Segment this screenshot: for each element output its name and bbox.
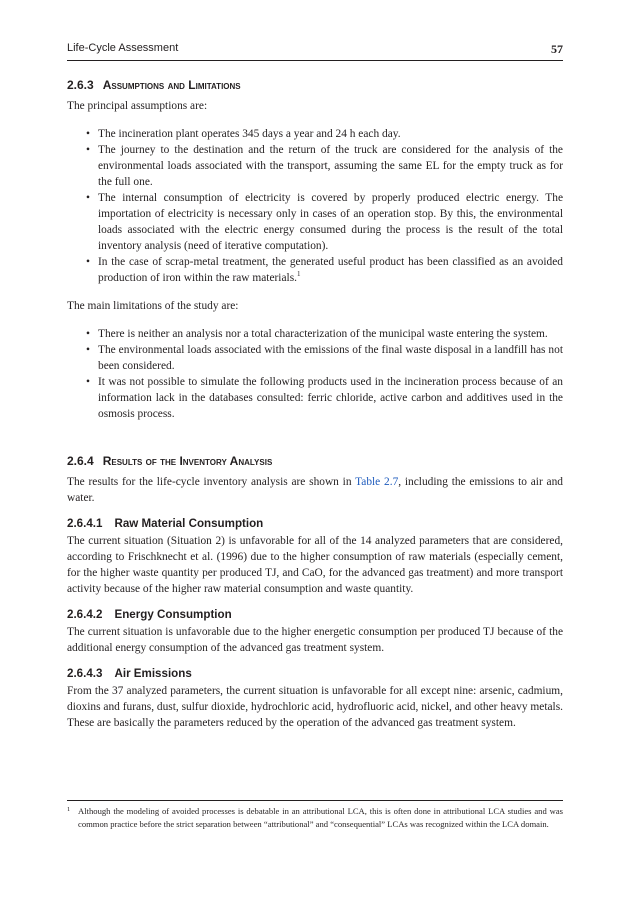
section-number: 2.6.3 <box>67 78 94 92</box>
bullet-icon: • <box>86 376 90 388</box>
list-item <box>86 126 563 142</box>
running-title: Life-Cycle Assessment <box>67 42 179 54</box>
limitations-list <box>67 326 563 422</box>
subsection-title: Raw Material Consumption <box>114 517 264 530</box>
results-text-start: The results for the life-cycle inventory analysis are shown in <box>67 476 356 488</box>
list-item-text: The internal consumption of electricity is covered by properly produced electric energy. The importation of electricity is necessary only in cases of an operation stop. By this, the environmental loads associated with the electric energy consumed during the process is the result of the total inventory analysis (need of iterative computation). <box>98 192 563 252</box>
air-emissions-paragraph: From the 37 analyzed parameters, the current situation is unfavorable for all except nine: arsenic, cadmium, dioxins and furans, dust, sulfur dioxide, hydrochloric acid, hydrofluoric acid, nickel, and other heavy metals. These are basically the parameters reduced by the operation of the advanced gas treatment system. <box>67 685 563 729</box>
section-title: Assumptions and Limitations <box>102 78 241 92</box>
subsection-title: Energy Consumption <box>114 608 232 621</box>
assumptions-list <box>67 126 563 286</box>
table-link[interactable]: Table 2.7 <box>355 476 399 488</box>
list-item <box>86 190 563 254</box>
limitations-intro: The main limitations of the study are: <box>67 300 239 312</box>
list-item-text: The incineration plant operates 345 days a year and 24 h each day. <box>98 128 401 140</box>
list-item <box>86 142 563 190</box>
list-item <box>86 342 563 374</box>
page-number: 57 <box>551 42 563 56</box>
list-item-text: The environmental loads associated with the emissions of the final waste disposal in a landfill has not been considered. <box>98 344 563 372</box>
section-number: 2.6.4 <box>67 454 94 468</box>
list-item <box>86 374 563 422</box>
list-item-text: In the case of scrap-metal treatment, the generated useful product has been classified as an avoided production of iron within the raw materials. <box>98 256 563 284</box>
bullet-icon: • <box>86 128 90 140</box>
list-item <box>86 326 563 342</box>
section-heading-assumptions <box>67 77 563 93</box>
running-header <box>67 42 563 58</box>
bullet-icon: • <box>86 192 90 204</box>
bullet-icon: • <box>86 344 90 356</box>
subsection-heading-energy <box>67 607 563 623</box>
subsection-number: 2.6.4.3 <box>67 667 103 680</box>
energy-paragraph: The current situation is unfavorable due to the higher energetic consumption per produced TJ because of the additional energy consumption of the advanced gas treatment system. <box>67 626 563 654</box>
assumptions-intro: The principal assumptions are: <box>67 100 208 112</box>
results-text-end: , including the emissions to air and water. <box>67 476 563 504</box>
bullet-icon: • <box>86 328 90 340</box>
subsection-number: 2.6.4.1 <box>67 517 103 530</box>
list-item-text: It was not possible to simulate the following products used in the incineration process because of an information lack in the databases consulted: ferric chloride, active carbon and additives used in the osmosis process. <box>98 376 563 420</box>
footnote-rule <box>67 800 563 801</box>
footnote-reference[interactable]: 1 <box>296 270 301 279</box>
list-item-text: The journey to the destination and the return of the truck are considered for the analysis of the environmental loads associated with the transport, assuming the same EL for the empty truck as for the full one. <box>98 144 563 188</box>
results-paragraph <box>67 474 563 506</box>
raw-material-paragraph: The current situation (Situation 2) is unfavorable for all of the 14 analyzed parameters that are considered, according to Frischknecht et al. (1996) due to the higher consumption of raw materials (especially cement, for the higher waste quantity per produced TJ, and CaO, for the advanced gas treatment) and more transport activity because of the higher raw material consumption and waste quantity. <box>67 535 563 595</box>
subsection-number: 2.6.4.2 <box>67 608 103 621</box>
footnote-mark: 1 <box>67 806 71 813</box>
subsection-heading-raw-material <box>67 516 563 532</box>
bullet-icon: • <box>86 256 90 268</box>
footnote <box>67 805 563 831</box>
main-content <box>67 77 563 731</box>
bullet-icon: • <box>86 144 90 156</box>
section-heading-results <box>67 453 563 469</box>
subsection-heading-air-emissions <box>67 666 563 682</box>
list-item <box>86 254 563 286</box>
footnote-text: Although the modeling of avoided processes is debatable in an attributional LCA, this is often done in attributional LCA studies and was common practice before the strict separation between “attributional” and “consequential” LCAs was recognized within the LCA domain. <box>78 806 563 829</box>
header-rule <box>67 60 563 61</box>
subsection-title: Air Emissions <box>114 667 192 680</box>
section-title: Results of the Inventory Analysis <box>102 454 273 468</box>
list-item-text: There is neither an analysis nor a total characterization of the municipal waste entering the system. <box>98 328 548 340</box>
